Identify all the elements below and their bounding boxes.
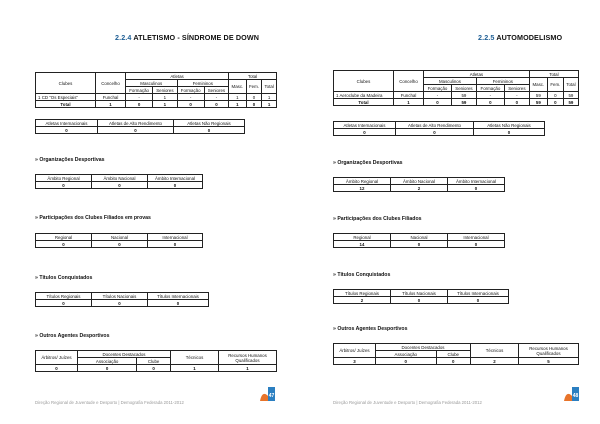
- col-masc: Masc.: [229, 80, 247, 94]
- section-number: 2.2.4: [115, 33, 132, 42]
- cell: 0: [504, 99, 529, 106]
- col-fem: Fem.: [246, 80, 262, 94]
- athlete-category-table: [333, 121, 545, 136]
- titles-table: [333, 289, 509, 304]
- cell: 0: [148, 182, 203, 189]
- cell: 5: [519, 358, 579, 365]
- cell: 0: [476, 99, 504, 106]
- header-cell: Âmbito Regional: [36, 175, 92, 182]
- section-number: 2.2.5: [478, 33, 495, 42]
- cell: 59: [451, 99, 476, 106]
- col-m-formacao: Formação: [424, 85, 452, 92]
- cell: 59: [451, 92, 476, 99]
- header-cell: Atletas Internacionais: [334, 122, 396, 129]
- cell: 0: [148, 241, 203, 248]
- cell: 0: [92, 300, 148, 307]
- header-cell: Recursos Humanos Qualificados: [219, 351, 277, 365]
- agents-heading: » Outros Agentes Desportivos: [35, 333, 110, 339]
- col-masculinos: Masculinos: [424, 78, 477, 85]
- cell: 0: [448, 297, 509, 304]
- page-number-logo: [562, 385, 580, 403]
- cell: 0: [334, 129, 396, 136]
- agents-heading: » Outros Agentes Desportivos: [333, 326, 408, 332]
- header-cell: Âmbito Internacional: [148, 175, 203, 182]
- cell: 59: [563, 99, 578, 106]
- cell: 0: [174, 127, 245, 134]
- header-cell: Atletas de Alto Rendimento: [396, 122, 474, 129]
- header-cell: Clube: [436, 351, 470, 358]
- cell: -: [476, 92, 504, 99]
- header-cell: Associação: [376, 351, 437, 358]
- header-cell: Regional: [36, 234, 92, 241]
- col-tot: Total: [262, 80, 277, 94]
- page-number-logo: [258, 385, 276, 403]
- col-femininos: Femininos: [177, 80, 229, 87]
- cell: 0: [177, 101, 204, 108]
- header-cell: Âmbito Internacional: [448, 178, 505, 185]
- cell: 1: [153, 101, 177, 108]
- agents-table: [35, 350, 277, 372]
- page-footer: Direção Regional de Juventude e Desporto | Demografia Federada 2011-2012: [333, 400, 482, 405]
- header-cell: Âmbito Regional: [334, 178, 391, 185]
- participations-table: [333, 233, 505, 248]
- cell: 0: [391, 297, 448, 304]
- header-cell: Internacional: [148, 234, 203, 241]
- col-m-seniores: Seniores: [451, 85, 476, 92]
- col-f-formacao: Formação: [177, 87, 204, 94]
- cell: 0: [448, 185, 505, 192]
- header-cell: Nacional: [391, 234, 448, 241]
- col-f-seniores: Seniores: [204, 87, 228, 94]
- header-cell: Associação: [78, 358, 137, 365]
- header-cell: Atletas Internacionais: [36, 120, 98, 127]
- cell: -: [204, 94, 228, 101]
- col-atletas: Atletas: [126, 73, 229, 80]
- total-row: [334, 99, 579, 106]
- cell: -: [424, 92, 452, 99]
- section-name: AUTOMODELISMO: [496, 33, 563, 42]
- page-footer: Direção Regional de Juventude e Desporto | Demografia Federada 2011-2012: [35, 400, 184, 405]
- participations-heading: » Participações dos Clubes Filiados em provas: [35, 215, 151, 221]
- col-concelho: Concelho: [394, 71, 424, 92]
- cell: 0: [36, 127, 98, 134]
- concelho-cell: Funchal: [96, 94, 126, 101]
- cell: 1: [153, 94, 177, 101]
- cell: 59: [529, 92, 547, 99]
- header-cell: Âmbito Nacional: [92, 175, 148, 182]
- col-total: Total: [229, 73, 277, 80]
- cell: 1: [229, 94, 247, 101]
- cell: Total: [36, 101, 96, 108]
- concelho-cell: Funchal: [394, 92, 424, 99]
- cell: 14: [334, 241, 391, 248]
- col-f-formacao: Formação: [476, 85, 504, 92]
- cell: 0: [424, 99, 452, 106]
- logo-swoosh-icon: [564, 394, 573, 401]
- header-cell: Títulos Regionais: [334, 290, 391, 297]
- cell: 1: [229, 101, 247, 108]
- col-fem: Fem.: [547, 78, 563, 92]
- header-cell: Atletas de Alto Rendimento: [98, 120, 174, 127]
- cell: 0: [36, 300, 92, 307]
- col-clubes: Clubes: [334, 71, 394, 92]
- header-cell: Árbitros/ Juízes: [36, 351, 78, 365]
- header-cell: Árbitros/ Juízes: [334, 344, 376, 358]
- cell: 0: [126, 101, 153, 108]
- cell: 0: [448, 241, 505, 248]
- right-page: [300, 0, 600, 424]
- cell: 0: [246, 94, 262, 101]
- cell: 0: [474, 129, 545, 136]
- cell: 0: [204, 101, 228, 108]
- section-name: ATLETISMO - SÍNDROME DE DOWN: [133, 33, 259, 42]
- col-concelho: Concelho: [96, 73, 126, 94]
- cell: 0: [98, 127, 174, 134]
- cell: 0: [36, 365, 78, 372]
- participations-heading: » Participações dos Clubes Filiados: [333, 216, 422, 222]
- cell: 0: [148, 300, 209, 307]
- athletes-table: [35, 72, 277, 108]
- cell: 3: [334, 358, 376, 365]
- org-table: [35, 174, 203, 189]
- cell: 0: [436, 358, 470, 365]
- club-cell: 1 CD "Os Especiais": [36, 94, 96, 101]
- cell: -: [177, 94, 204, 101]
- cell: 0: [78, 365, 137, 372]
- total-row: [36, 101, 277, 108]
- cell: -: [126, 94, 153, 101]
- header-cell: Recursos Humanos Qualificados: [519, 344, 579, 358]
- header-cell: Âmbito Nacional: [391, 178, 448, 185]
- cell: 59: [563, 92, 578, 99]
- cell: 0: [137, 365, 171, 372]
- cell: 1: [96, 101, 126, 108]
- cell: Total: [334, 99, 394, 106]
- col-total: Total: [529, 71, 578, 78]
- cell: 1: [262, 94, 277, 101]
- org-heading: » Organizações Desportivas: [333, 160, 403, 166]
- cell: 1: [219, 365, 277, 372]
- section-title: [478, 33, 562, 42]
- header-cell: Técnicos: [171, 351, 219, 365]
- header-cell: Atletas Não Regionais: [174, 120, 245, 127]
- page-number: 48: [572, 393, 579, 399]
- table-row: [36, 94, 277, 101]
- titles-heading: » Títulos Conquistados: [35, 275, 93, 281]
- header-cell: Títulos Nacionais: [92, 293, 148, 300]
- cell: 1: [394, 99, 424, 106]
- cell: 0: [92, 182, 148, 189]
- cell: 12: [334, 185, 391, 192]
- cell: 0: [391, 241, 448, 248]
- header-cell: Títulos Nacionais: [391, 290, 448, 297]
- col-clubes: Clubes: [36, 73, 96, 94]
- header-cell: Títulos Internacionais: [148, 293, 209, 300]
- titles-table: [35, 292, 209, 307]
- cell: 0: [547, 99, 563, 106]
- section-title: [115, 33, 259, 42]
- table-row: [334, 92, 579, 99]
- athlete-category-table: [35, 119, 245, 134]
- header-cell: Títulos Internacionais: [448, 290, 509, 297]
- col-atletas: Atletas: [424, 71, 530, 78]
- cell: 0: [36, 182, 92, 189]
- cell: 59: [529, 99, 547, 106]
- cell: 0: [376, 358, 437, 365]
- header-cell: Regional: [334, 234, 391, 241]
- page-number: 47: [268, 393, 275, 399]
- col-masc: Masc.: [529, 78, 547, 92]
- logo-swoosh-icon: [260, 394, 269, 401]
- header-cell: Internacional: [448, 234, 505, 241]
- cell: 2: [391, 185, 448, 192]
- cell: 0: [92, 241, 148, 248]
- cell: 2: [471, 358, 519, 365]
- col-masculinos: Masculinos: [126, 80, 178, 87]
- agents-table: [333, 343, 579, 365]
- header-cell: Docentes Destacados: [78, 351, 171, 358]
- org-table: [333, 177, 505, 192]
- cell: 1: [262, 101, 277, 108]
- col-m-formacao: Formação: [126, 87, 153, 94]
- header-cell: Docentes Destacados: [376, 344, 471, 351]
- cell: -: [504, 92, 529, 99]
- cell: 2: [334, 297, 391, 304]
- club-cell: 1 Aeroclube da Madeira: [334, 92, 394, 99]
- org-heading: » Organizações Desportivas: [35, 157, 105, 163]
- cell: 0: [36, 241, 92, 248]
- header-cell: Nacional: [92, 234, 148, 241]
- header-cell: Clube: [137, 358, 171, 365]
- cell: 1: [171, 365, 219, 372]
- titles-heading: » Títulos Conquistados: [333, 272, 391, 278]
- header-cell: Títulos Regionais: [36, 293, 92, 300]
- cell: 0: [246, 101, 262, 108]
- col-tot: Total: [563, 78, 578, 92]
- col-femininos: Femininos: [476, 78, 529, 85]
- cell: 0: [547, 92, 563, 99]
- header-cell: Técnicos: [471, 344, 519, 358]
- col-f-seniores: Seniores: [504, 85, 529, 92]
- header-cell: Atletas Não Regionais: [474, 122, 545, 129]
- cell: 0: [396, 129, 474, 136]
- athletes-table: [333, 70, 579, 106]
- participations-table: [35, 233, 203, 248]
- col-m-seniores: Seniores: [153, 87, 177, 94]
